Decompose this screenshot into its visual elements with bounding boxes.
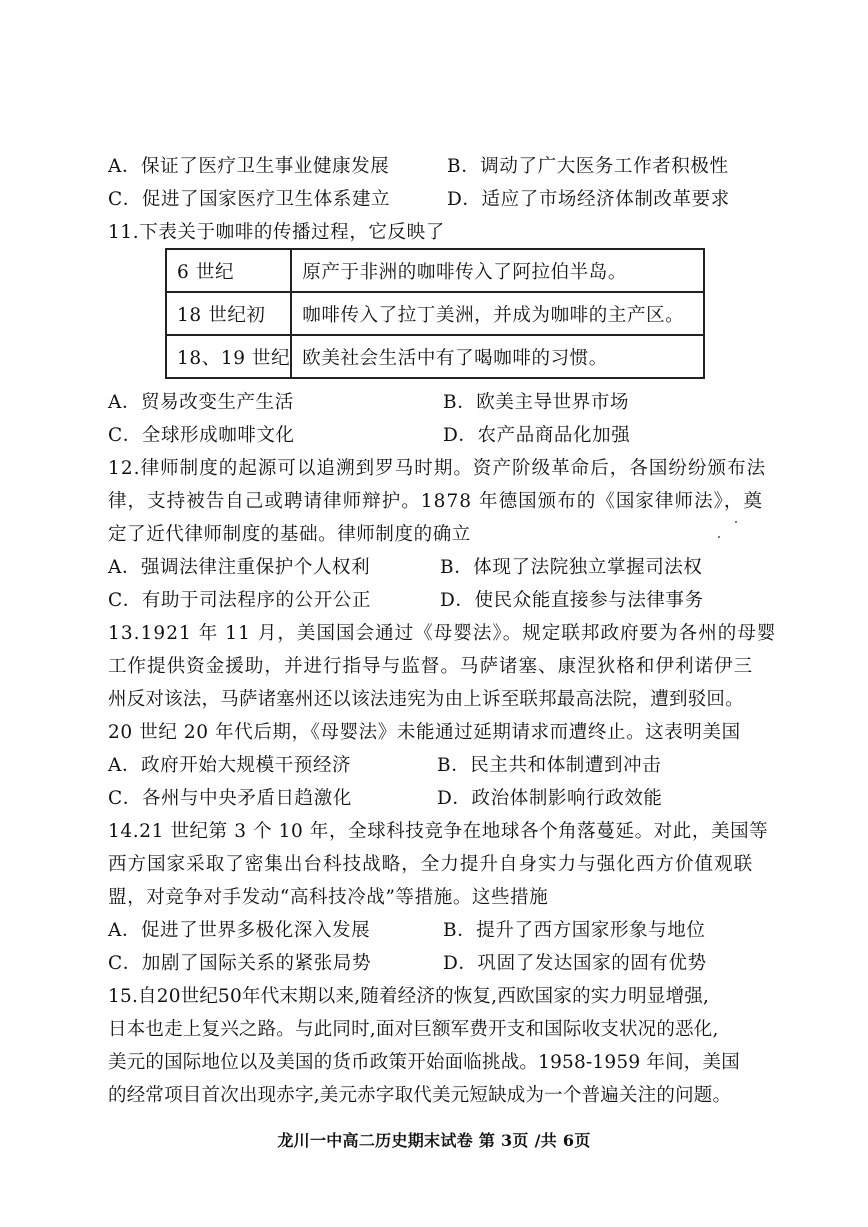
q12-option-d: D．使民众能直接参与法律事务: [440, 590, 704, 611]
scan-speck: [718, 536, 720, 538]
page-footer: 龙川一中高二历史期末试卷 第 3页 /共 6页: [277, 1131, 591, 1150]
q14-stem-line-1: 14.21 世纪第 3 个 10 年，全球科技竞争在地球各个角落蔓延。对此，美国等: [108, 821, 769, 842]
q15-stem-line-2: 日本也走上复兴之路。与此同时,面对巨额军费开支和国际收支状况的恶化,: [108, 1019, 719, 1040]
q14-option-b: B．提升了西方国家形象与地位: [443, 920, 706, 941]
q10-option-c: C．促进了国家医疗卫生体系建立: [108, 189, 391, 210]
q14-option-d: D．巩固了发达国家的固有优势: [443, 953, 707, 974]
table-row: [166, 335, 704, 378]
q10-option-b: B．调动了广大医务工作者积极性: [447, 156, 729, 177]
table-row: [166, 292, 704, 335]
q13-option-a: A．政府开始大规模干预经济: [108, 755, 352, 776]
q12-option-b: B．体现了法院独立掌握司法权: [440, 557, 703, 578]
table-cell-period: 18、19 世纪: [166, 335, 291, 378]
q15-stem-line-4: 的经常项目首次出现赤字,美元赤字取代美元短缺成为一个普遍关注的问题。: [108, 1085, 732, 1106]
q13-option-b: B．民主共和体制遭到冲击: [437, 755, 662, 776]
table-cell-event: 咖啡传入了拉丁美洲，并成为咖啡的主产区。: [291, 292, 704, 335]
q11-stem: 11.下表关于咖啡的传播过程，它反映了: [108, 222, 445, 243]
coffee-spread-table: [165, 248, 705, 379]
q12-stem-line-2: 律，支持被告自己或聘请律师辩护。1878 年德国颁布的《国家律师法》，奠: [108, 491, 764, 512]
table-cell-period: 18 世纪初: [166, 292, 291, 335]
q11-option-d: D．农产品商品化加强: [443, 425, 631, 446]
q10-option-d: D．适应了市场经济体制改革要求: [447, 189, 730, 210]
q14-option-c: C．加剧了国际关系的紧张局势: [108, 953, 372, 974]
q13-option-c: C．各州与中央矛盾日趋激化: [108, 788, 352, 809]
q12-option-c: C．有助于司法程序的公开公正: [108, 590, 372, 611]
scan-speck: [735, 521, 737, 523]
q13-stem-line-1: 13.1921 年 11 月，美国国会通过《母婴法》。规定联邦政府要为各州的母婴: [108, 623, 777, 644]
q14-option-a: A．促进了世界多极化深入发展: [108, 920, 371, 941]
q14-stem-line-3: 盟，对竞争对手发动“高科技冷战”等措施。这些措施: [108, 887, 549, 908]
q10-option-a: A．保证了医疗卫生事业健康发展: [108, 156, 390, 177]
q11-option-a: A．贸易改变生产生活: [108, 392, 294, 413]
q13-stem-line-2: 工作提供资金援助，并进行指导与监督。马萨诸塞、康涅狄格和伊利诺伊三: [108, 656, 754, 677]
q13-stem-line-4: 20 世纪 20 年代后期，《母婴法》未能通过延期请求而遭终止。这表明美国: [108, 722, 741, 743]
q12-stem-line-1: 12.律师制度的起源可以追溯到罗马时期。资产阶级革命后，各国纷纷颁布法: [108, 458, 767, 479]
q11-option-b: B．欧美主导世界市场: [443, 392, 630, 413]
table-cell-period: 6 世纪: [166, 249, 291, 292]
q13-option-d: D．政治体制影响行政效能: [437, 788, 663, 809]
q12-stem-line-3: 定了近代律师制度的基础。律师制度的确立: [108, 524, 471, 545]
table-cell-event: 原产于非洲的咖啡传入了阿拉伯半岛。: [291, 249, 704, 292]
q11-option-c: C．全球形成咖啡文化: [108, 425, 295, 446]
q15-stem-line-1: 15.自20世纪50年代末期以来,随着经济的恢复,西欧国家的实力明显增强,: [108, 986, 710, 1007]
q12-option-a: A．强调法律注重保护个人权利: [108, 557, 371, 578]
q13-stem-line-3: 州反对该法，马萨诸塞州还以该法违宪为由上诉至联邦最高法院，遭到驳回。: [108, 689, 744, 710]
q14-stem-line-2: 西方国家采取了密集出台科技战略，全力提升自身实力与强化西方价值观联: [108, 854, 754, 875]
table-cell-event: 欧美社会生活中有了喝咖啡的习惯。: [291, 335, 704, 378]
q15-stem-line-3: 美元的国际地位以及美国的货币政策开始面临挑战。1958-1959 年间，美国: [108, 1052, 740, 1073]
table-row: [166, 249, 704, 292]
